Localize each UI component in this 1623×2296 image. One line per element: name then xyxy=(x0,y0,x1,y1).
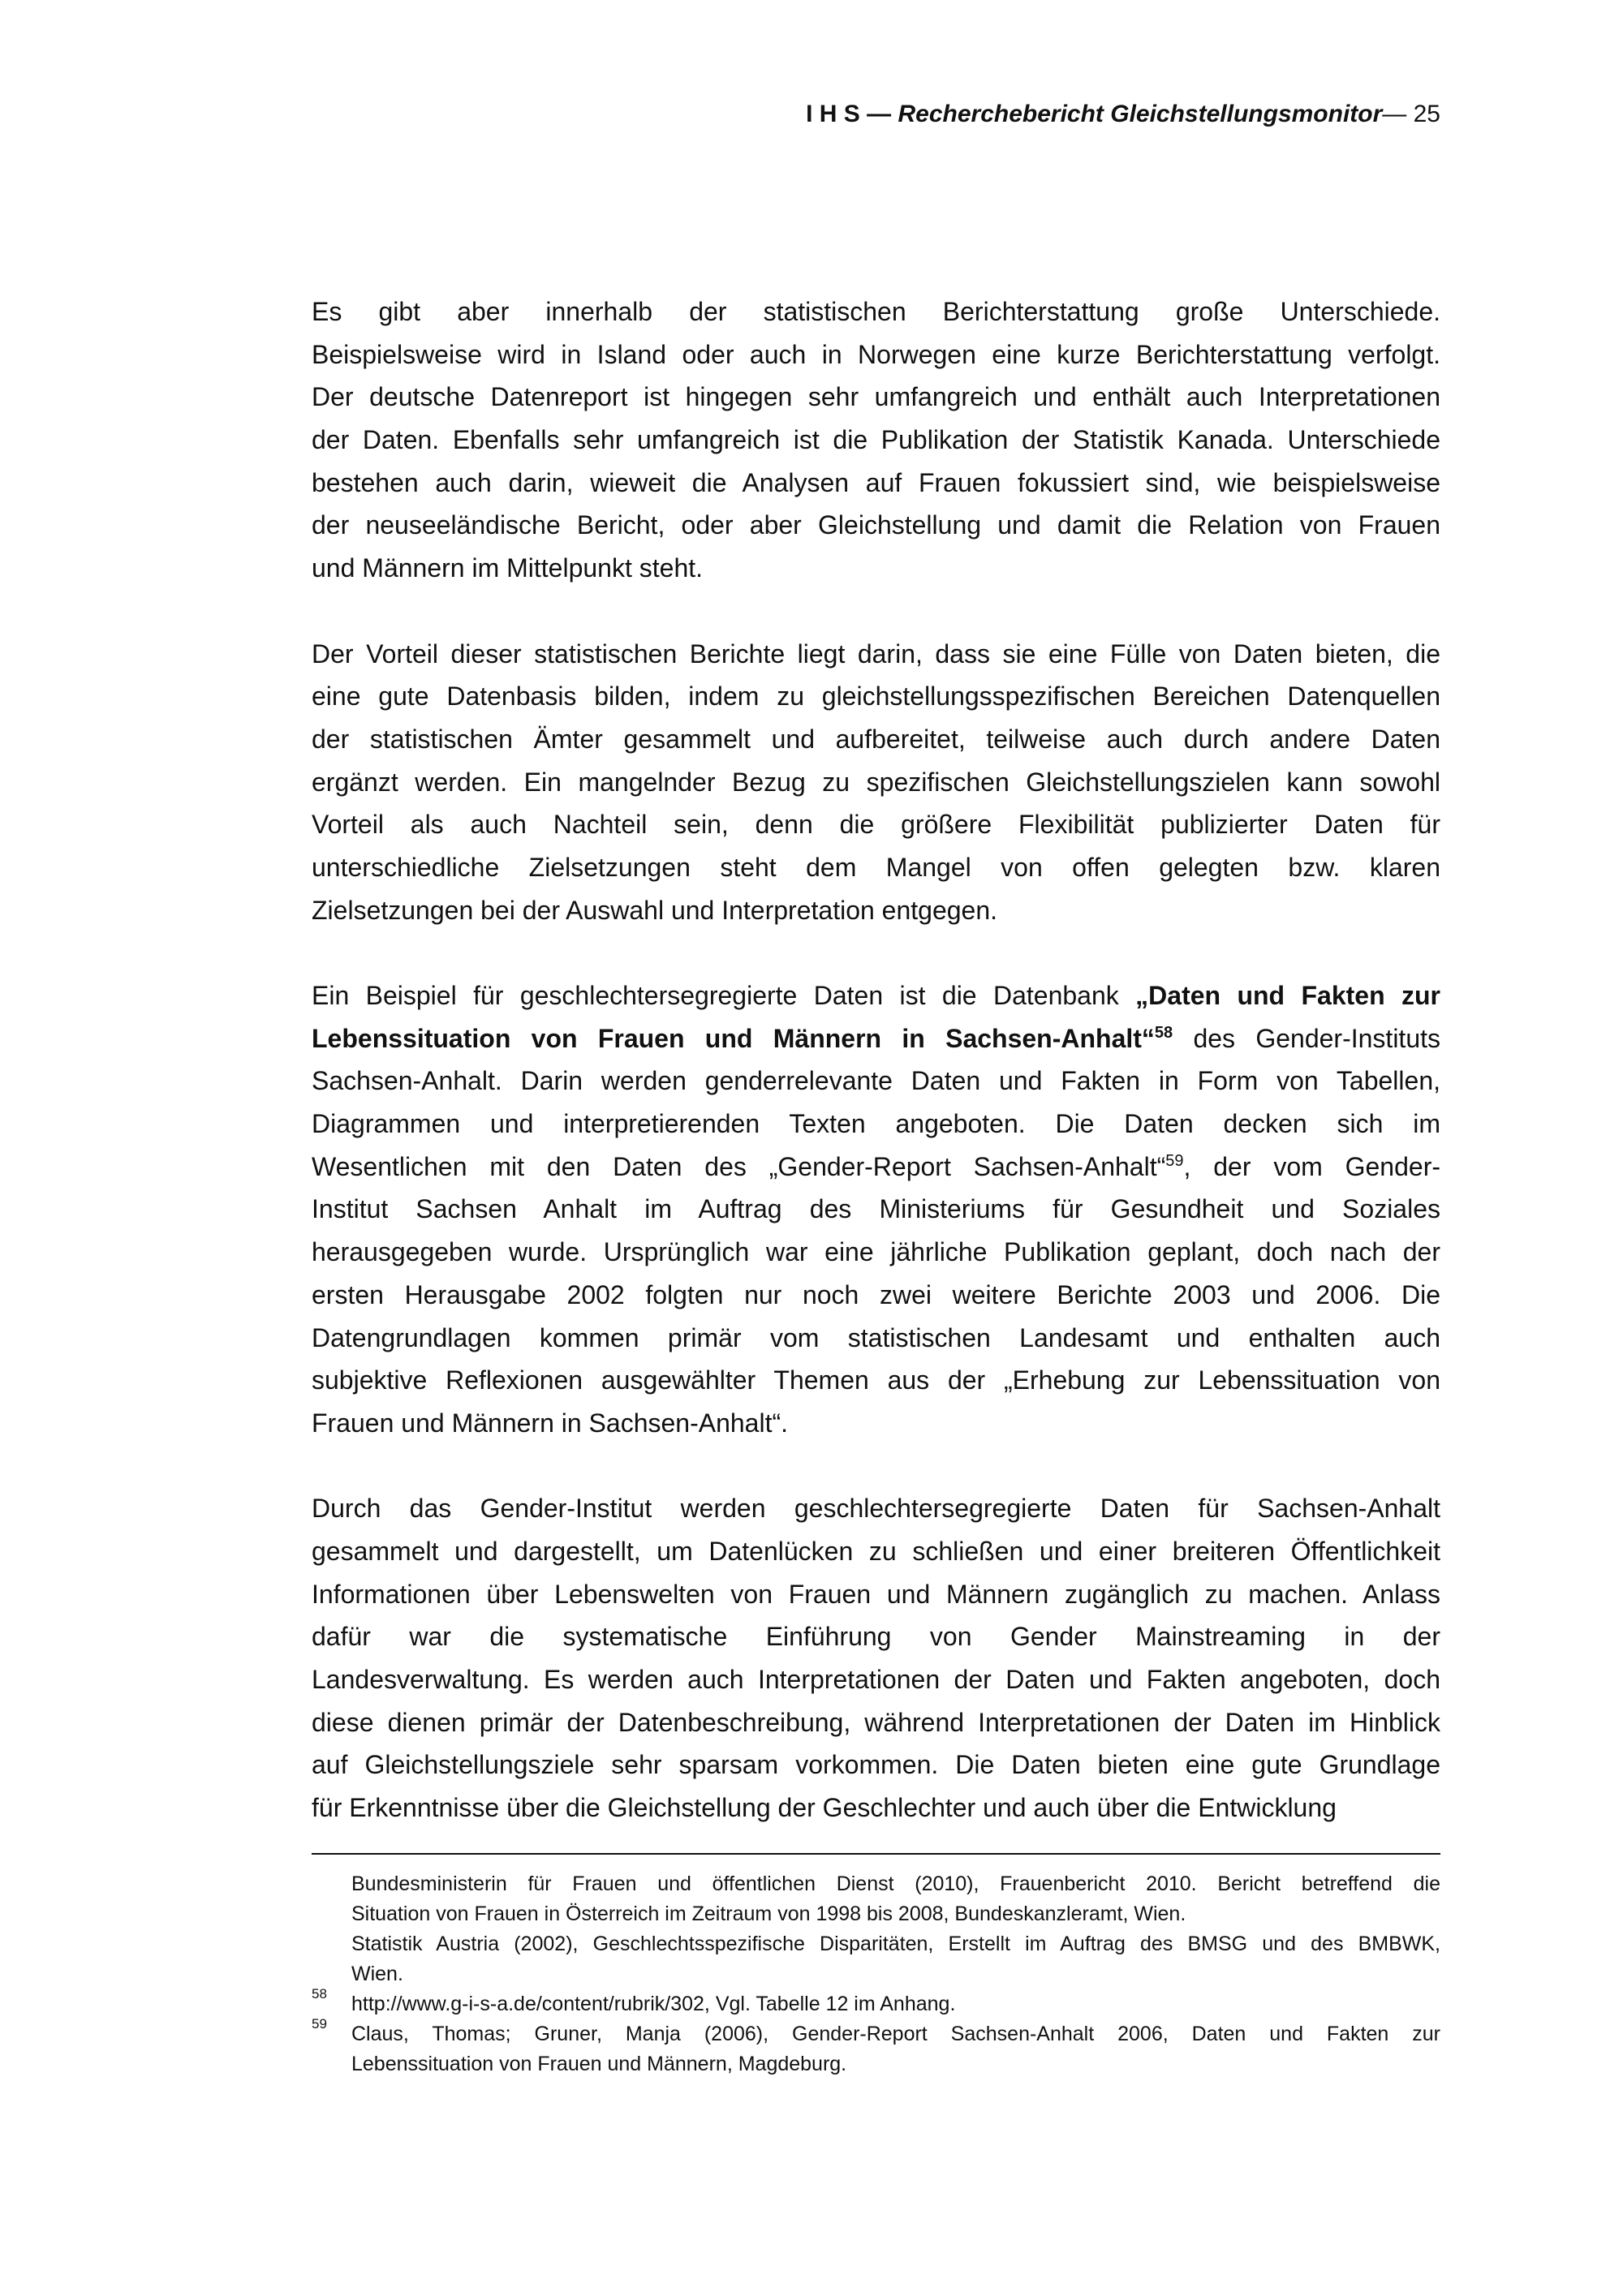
footnote xyxy=(312,1929,1440,1989)
text-segment: und Männern im Mittelpunkt steht. xyxy=(312,553,704,583)
text-segment: subjektive Reflexionen ausgewählter Themen aus der „Erhebung zur Lebenssituation von xyxy=(312,1365,1440,1395)
footnote-line: Bundesministerin für Frauen und öffentlichen Dienst (2010), Frauenbericht 2010. Bericht betreffend die xyxy=(351,1872,1440,1895)
text-segment: der neuseeländische Bericht, oder aber Gleichstellung und damit die Relation von Frauen xyxy=(312,510,1440,540)
text-segment: Der deutsche Datenreport ist hingegen sehr umfangreich und enthält auch Interpretationen xyxy=(312,382,1440,412)
footnote-line: Situation von Frauen in Österreich im Zeitraum von 1998 bis 2008, Bundeskanzleramt, Wien. xyxy=(351,1903,1186,1925)
footnote xyxy=(312,1869,1440,1929)
text-segment: „Daten und Fakten zur xyxy=(1135,981,1441,1010)
text-segment: Wesentlichen mit den Daten des „Gender-Report Sachsen-Anhalt“ xyxy=(312,1151,1166,1181)
text-segment: , der vom Gender- xyxy=(1183,1151,1441,1181)
text-line xyxy=(312,1786,1440,1829)
text-segment: auf Gleichstellungsziele sehr sparsam vorkommen. Die Daten bieten eine gute Grundlage xyxy=(312,1750,1440,1780)
footnote-line: Claus, Thomas; Gruner, Manja (2006), Gender-Report Sachsen-Anhalt 2006, Daten und Fakten zur xyxy=(351,2023,1440,2045)
text-segment: Lebenssituation von Frauen und Männern in Sachsen-Anhalt“ xyxy=(312,1023,1155,1053)
footnote-ref: 59 xyxy=(1165,1151,1184,1170)
text-line xyxy=(312,1231,1440,1274)
running-header xyxy=(806,101,1440,128)
text-segment: Diagrammen und interpretierenden Texten angeboten. Die Daten decken sich im xyxy=(312,1109,1440,1139)
text-line xyxy=(312,547,1440,590)
paragraph xyxy=(312,1487,1440,1829)
text-line xyxy=(312,1743,1440,1786)
header-org: I H S xyxy=(806,101,860,127)
footnote-number: 58 xyxy=(312,1986,327,2001)
text-line xyxy=(312,419,1440,462)
text-line xyxy=(312,504,1440,547)
text-line xyxy=(312,1317,1440,1360)
body-text xyxy=(312,290,1440,1872)
paragraph xyxy=(312,974,1440,1445)
text-line xyxy=(312,1146,1440,1189)
text-segment: Ein Beispiel für geschlechtersegregierte Daten ist die Datenbank xyxy=(312,981,1136,1010)
text-segment: Frauen und Männern in Sachsen-Anhalt“. xyxy=(312,1408,789,1438)
text-line xyxy=(312,1017,1440,1060)
text-line xyxy=(312,1060,1440,1103)
text-line xyxy=(312,846,1440,889)
text-line xyxy=(312,1359,1440,1402)
text-line xyxy=(312,1658,1440,1701)
text-line xyxy=(312,1188,1440,1231)
text-segment: unterschiedliche Zielsetzungen steht dem Mangel von offen gelegten bzw. klaren xyxy=(312,852,1440,882)
footnote-separator xyxy=(312,1853,1440,1855)
text-line xyxy=(312,333,1440,376)
text-segment: bestehen auch darin, wieweit die Analysen auf Frauen fokussiert sind, wie beispielsweise xyxy=(312,467,1440,497)
page-number: — 25 xyxy=(1382,101,1440,127)
footnote-line: Wien. xyxy=(351,1963,403,1985)
text-line xyxy=(312,1103,1440,1146)
text-line xyxy=(312,1701,1440,1744)
footnote-number: 59 xyxy=(312,2016,327,2032)
footnote xyxy=(312,2016,1440,2079)
text-segment: gesammelt und dargestellt, um Datenlücken zu schließen und einer breiteren Öffentlichkeit xyxy=(312,1536,1440,1566)
footnote-line: Statistik Austria (2002), Geschlechtsspezifische Disparitäten, Erstellt im Auftrag des BMSG und des BMBWK, xyxy=(351,1933,1440,1955)
footnote-ref: 58 xyxy=(1154,1023,1173,1042)
text-line xyxy=(312,1487,1440,1530)
paragraph xyxy=(312,633,1440,932)
text-segment: Zielsetzungen bei der Auswahl und Interpretation entgegen. xyxy=(312,895,998,925)
footnote xyxy=(312,1986,1440,2019)
paragraph xyxy=(312,290,1440,590)
text-line xyxy=(312,1274,1440,1317)
text-segment: Der Vorteil dieser statistischen Berichte liegt darin, dass sie eine Fülle von Daten bieten, die xyxy=(312,638,1440,669)
text-line xyxy=(312,1573,1440,1616)
text-segment: Informationen über Lebenswelten von Frauen und Männern zugänglich zu machen. Anlass xyxy=(312,1579,1440,1609)
text-segment: eine gute Datenbasis bilden, indem zu gleichstellungsspezifischen Bereichen Datenquellen xyxy=(312,681,1440,712)
text-line xyxy=(312,633,1440,676)
text-line xyxy=(312,1615,1440,1658)
text-segment: herausgegeben wurde. Ursprünglich war eine jährliche Publikation geplant, doch nach der xyxy=(312,1237,1440,1267)
text-segment: der statistischen Ämter gesammelt und aufbereitet, teilweise auch durch andere Daten xyxy=(312,724,1440,754)
text-segment: Durch das Gender-Institut werden geschlechtersegregierte Daten für Sachsen-Anhalt xyxy=(312,1494,1440,1524)
footnotes xyxy=(312,1869,1440,2079)
text-line xyxy=(312,718,1440,761)
text-line xyxy=(312,1402,1440,1445)
text-segment: diese dienen primär der Datenbeschreibung, während Interpretationen der Daten im Hinblick xyxy=(312,1707,1440,1737)
footnote-line: Lebenssituation von Frauen und Männern, Magdeburg. xyxy=(351,2053,847,2075)
text-line xyxy=(312,675,1440,718)
text-line xyxy=(312,803,1440,846)
text-segment: für Erkenntnisse über die Gleichstellung der Geschlechter und auch über die Entwicklung xyxy=(312,1793,1337,1823)
text-segment: ergänzt werden. Ein mangelnder Bezug zu spezifischen Gleichstellungszielen kann sowohl xyxy=(312,767,1440,797)
footnote-line: http://www.g-i-s-a.de/content/rubrik/302, Vgl. Tabelle 12 im Anhang. xyxy=(351,1993,956,2015)
text-line xyxy=(312,462,1440,505)
text-segment: Es gibt aber innerhalb der statistischen Berichterstattung große Unterschiede. xyxy=(312,297,1440,326)
text-segment: der Daten. Ebenfalls sehr umfangreich ist die Publikation der Statistik Kanada. Unterschiede xyxy=(312,425,1440,455)
header-title: Recherchebericht Gleichstellungsmonitor xyxy=(898,101,1383,127)
text-line xyxy=(312,376,1440,419)
text-segment: Datengrundlagen kommen primär vom statistischen Landesamt und enthalten auch xyxy=(312,1322,1440,1352)
text-line xyxy=(312,974,1440,1017)
text-line xyxy=(312,889,1440,932)
text-segment: Beispielsweise wird in Island oder auch in Norwegen eine kurze Berichterstattung verfolgt. xyxy=(312,339,1440,369)
header-separator: — xyxy=(859,101,898,127)
text-segment: Institut Sachsen Anhalt im Auftrag des Ministeriums für Gesundheit und Soziales xyxy=(312,1194,1440,1224)
text-segment: des Gender-Instituts xyxy=(1173,1023,1440,1053)
text-segment: Vorteil als auch Nachteil sein, denn die größere Flexibilität publizierter Daten für xyxy=(312,810,1440,840)
text-segment: ersten Herausgabe 2002 folgten nur noch zwei weitere Berichte 2003 und 2006. Die xyxy=(312,1279,1440,1309)
text-segment: Sachsen-Anhalt. Darin werden genderrelevante Daten und Fakten in Form von Tabellen, xyxy=(312,1066,1440,1096)
text-line xyxy=(312,761,1440,804)
text-line xyxy=(312,1530,1440,1573)
text-segment: Landesverwaltung. Es werden auch Interpretationen der Daten und Fakten angeboten, doch xyxy=(312,1665,1440,1694)
text-segment: dafür war die systematische Einführung von Gender Mainstreaming in der xyxy=(312,1622,1440,1652)
text-line xyxy=(312,290,1440,333)
